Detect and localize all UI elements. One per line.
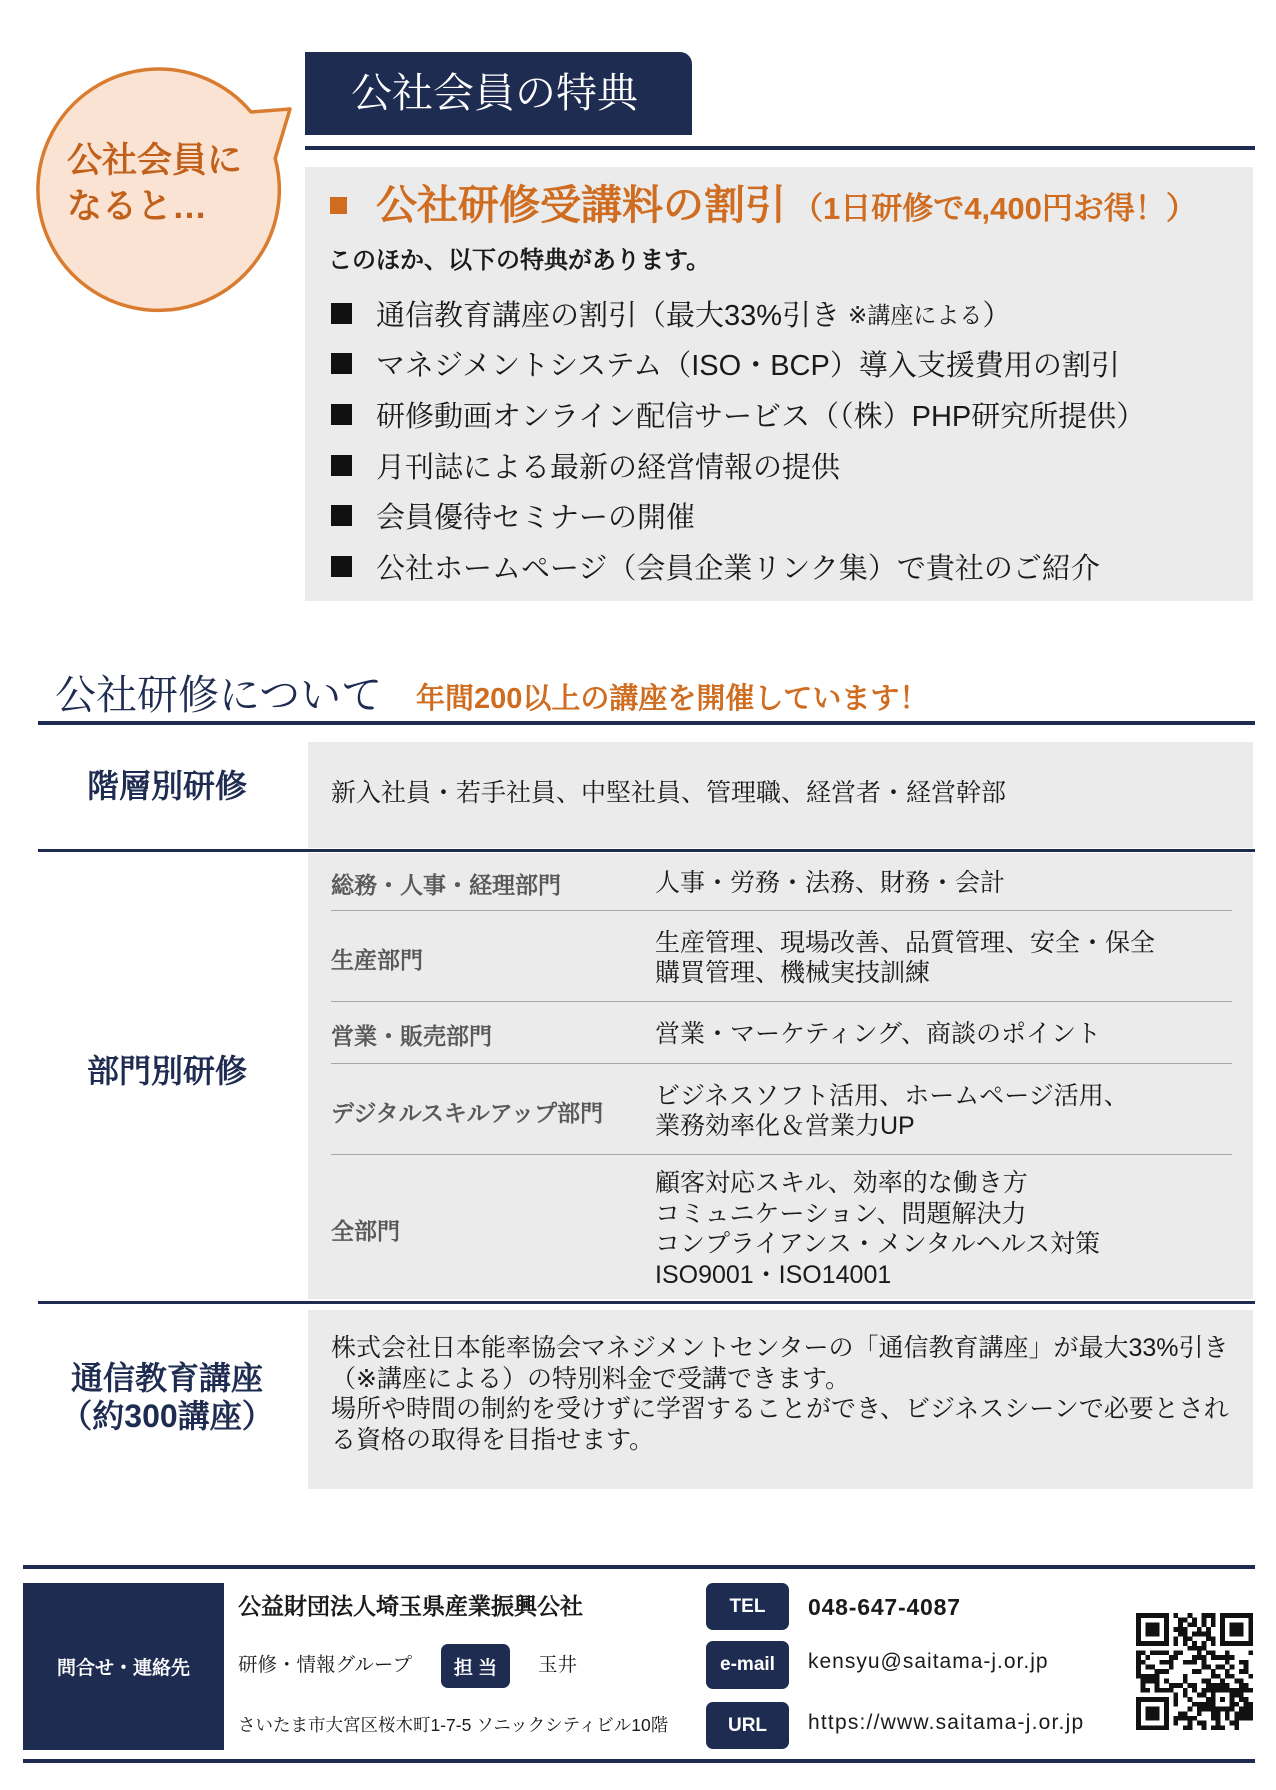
contact-heading: 問合せ・連絡先 bbox=[23, 1583, 224, 1750]
bubble-text bbox=[67, 138, 242, 230]
list-item bbox=[331, 389, 1145, 440]
tel-number: 048-647-4087 bbox=[808, 1594, 961, 1620]
list-item bbox=[331, 339, 1145, 390]
footer-bottom-rule bbox=[23, 1759, 1255, 1763]
table-row bbox=[331, 1002, 1232, 1064]
course-line: 人事・労務・法務、財務・会計 bbox=[655, 869, 1006, 898]
dept-courses bbox=[655, 928, 1155, 989]
list-item bbox=[331, 288, 1145, 339]
headline-main: 公社研修受講料の割引 bbox=[376, 182, 786, 228]
list-item-text: 月刊誌による最新の経営情報の提供 bbox=[376, 451, 841, 484]
course-line: 生産管理、現場改善、品質管理、安全・保全 bbox=[655, 928, 1156, 957]
square-bullet-icon bbox=[330, 197, 347, 214]
dept-name: デジタルスキルアップ部門 bbox=[331, 1099, 604, 1126]
tel-badge: TEL bbox=[706, 1583, 789, 1630]
list-item bbox=[331, 541, 1145, 592]
divider bbox=[38, 721, 1255, 725]
square-bullet-icon bbox=[331, 556, 352, 577]
dept-name: 営業・販売部門 bbox=[331, 1023, 492, 1049]
text-line: 場所や時間の制約を受けずに学習することができ、ビジネスシーンで必要とされ bbox=[331, 1395, 1229, 1424]
list-item-text: 会員優待セミナーの開催 bbox=[376, 502, 696, 535]
divider bbox=[305, 146, 1255, 150]
person-badge: 担 当 bbox=[441, 1644, 510, 1688]
department-table bbox=[331, 853, 1232, 1299]
text-line: る資格の取得を目指せます。 bbox=[331, 1426, 655, 1455]
course-line: ISO9001・ISO14001 bbox=[655, 1260, 892, 1289]
bubble-line-1: 公社会員に bbox=[67, 141, 243, 180]
course-line: コミュニケーション、問題解決力 bbox=[655, 1199, 1027, 1228]
correspondence-label-line: （約300講座） bbox=[60, 1398, 274, 1434]
footer-top-rule bbox=[23, 1565, 1255, 1569]
bubble-line-2: なると… bbox=[67, 187, 208, 226]
email-badge: e-mail bbox=[706, 1641, 789, 1689]
square-bullet-icon bbox=[331, 353, 352, 374]
course-line: 業務効率化＆営業力UP bbox=[655, 1112, 915, 1140]
list-item-close: ） bbox=[982, 299, 1012, 332]
email-link[interactable]: kensyu@saitama-j.or.jp bbox=[808, 1650, 1049, 1673]
dept-courses bbox=[655, 1168, 1100, 1290]
website-link[interactable]: https://www.saitama-j.or.jp bbox=[808, 1711, 1085, 1734]
section-title: 公社研修について bbox=[55, 672, 383, 718]
table-row bbox=[331, 1155, 1232, 1299]
department-label: 部門別研修 bbox=[86, 1053, 247, 1089]
correspondence-label bbox=[38, 1359, 296, 1435]
square-bullet-icon bbox=[331, 404, 352, 425]
course-line: 顧客対応スキル、効率的な働き方 bbox=[655, 1169, 1028, 1197]
person-name: 玉井 bbox=[538, 1654, 578, 1676]
tiered-label: 階層別研修 bbox=[86, 768, 247, 804]
list-item-text: 通信教育講座の割引（最大33%引き bbox=[376, 299, 841, 332]
address: さいたま市大宮区桜木町1-7-5 ソニックシティビル10階 bbox=[238, 1715, 669, 1735]
url-badge: URL bbox=[706, 1702, 789, 1749]
benefits-tab-title: 公社会員の特典 bbox=[305, 52, 692, 135]
row-divider bbox=[38, 849, 1255, 852]
list-item bbox=[331, 440, 1145, 491]
text-line: （※講座による）の特別料金で受講できます。 bbox=[331, 1364, 850, 1393]
correspondence-text bbox=[331, 1333, 1229, 1456]
list-item-text: マネジメントシステム（ISO・BCP）導入支援費用の割引 bbox=[376, 350, 1120, 383]
list-item-note: ※講座による bbox=[848, 301, 983, 328]
course-line: 営業・マーケティング、商談のポイント bbox=[655, 1020, 1102, 1049]
table-row bbox=[331, 911, 1232, 1002]
course-line: 購買管理、機械実技訓練 bbox=[655, 959, 931, 987]
course-line: ビジネスソフト活用、ホームページ活用、 bbox=[655, 1081, 1129, 1110]
headline-sub: （1日研修で4,400円お得！） bbox=[792, 191, 1197, 226]
table-row bbox=[331, 853, 1232, 911]
qr-code-icon[interactable] bbox=[1136, 1613, 1253, 1730]
row-divider bbox=[38, 1301, 1255, 1304]
dept-courses bbox=[655, 1081, 1129, 1142]
square-bullet-icon bbox=[331, 303, 352, 324]
tiered-content: 新入社員・若手社員、中堅社員、管理職、経営者・経営幹部 bbox=[331, 779, 1007, 807]
square-bullet-icon bbox=[331, 505, 352, 526]
text-line: 株式会社日本能率協会マネジメントセンターの「通信教育講座」が最大33%引き bbox=[331, 1334, 1229, 1362]
course-line: コンプライアンス・メンタルヘルス対策 bbox=[655, 1230, 1101, 1258]
square-bullet-icon bbox=[331, 455, 352, 476]
dept-name: 全部門 bbox=[331, 1217, 400, 1244]
table-row bbox=[331, 1064, 1232, 1155]
dept-courses bbox=[655, 1019, 1101, 1050]
benefits-intro: このほか、以下の特典があります。 bbox=[328, 247, 711, 274]
dept-name: 生産部門 bbox=[331, 946, 423, 973]
benefits-headline bbox=[330, 181, 1197, 229]
dept-courses bbox=[655, 868, 1005, 899]
list-item-text: 研修動画オンライン配信サービス（（株）PHP研究所提供） bbox=[376, 400, 1146, 433]
organization-name: 公益財団法人埼玉県産業振興公社 bbox=[238, 1593, 583, 1619]
list-item bbox=[331, 490, 1145, 541]
dept-name: 総務・人事・経理部門 bbox=[331, 872, 561, 898]
list-item-text: 公社ホームページ（会員企業リンク集）で貴社のご紹介 bbox=[376, 552, 1100, 585]
group-name: 研修・情報グループ bbox=[238, 1654, 412, 1676]
benefit-list bbox=[331, 288, 1145, 592]
correspondence-label-line: 通信教育講座 bbox=[70, 1360, 263, 1396]
section-subtitle: 年間200以上の講座を開催しています！ bbox=[416, 683, 929, 715]
